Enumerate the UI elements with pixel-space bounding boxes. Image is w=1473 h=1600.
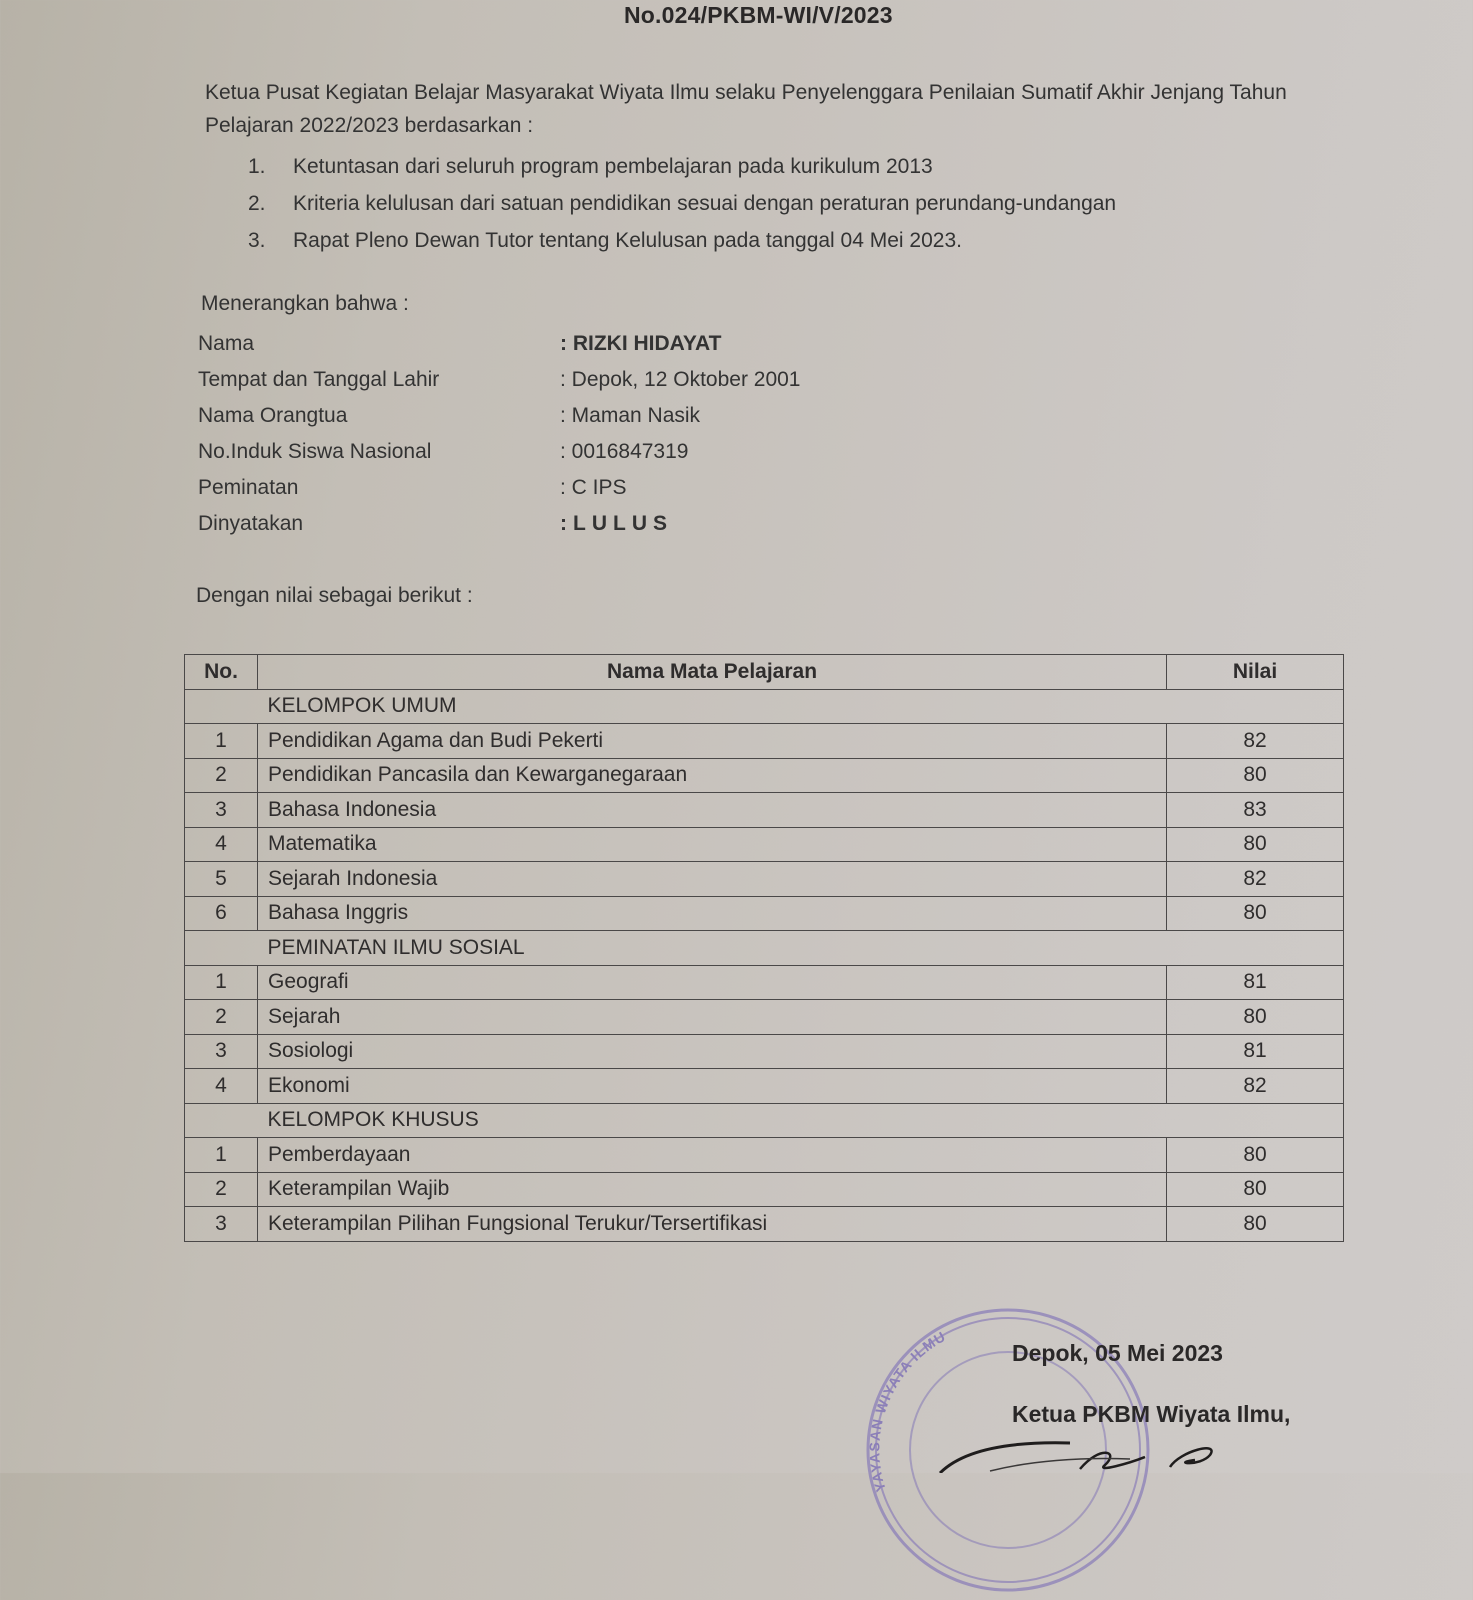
subject-name: Keterampilan Pilihan Fungsional Terukur/Tersertifikasi	[258, 1207, 1167, 1242]
basis-number: 2.	[248, 192, 266, 215]
subject-name: Pemberdayaan	[258, 1138, 1167, 1173]
grades-body	[185, 689, 1344, 1241]
basis-text: Ketuntasan dari seluruh program pembelajaran pada kurikulum 2013	[293, 155, 933, 178]
major: : C IPS	[560, 476, 627, 499]
score-value: 83	[1167, 793, 1344, 828]
info-label: Peminatan	[198, 476, 299, 499]
subject-name: Sejarah Indonesia	[258, 862, 1167, 897]
table-row	[185, 896, 1344, 931]
student-name: : RIZKI HIDAYAT	[560, 332, 722, 355]
intro-paragraph: Ketua Pusat Kegiatan Belajar Masyarakat Wiyata Ilmu selaku Penyelenggara Penilaian Sumatif Akhir Jenjang Tahun Pelajaran 2022/2023 berdasarkan :	[205, 81, 1287, 137]
graduation-status: :LULUS	[560, 512, 673, 535]
row-number: 1	[185, 965, 258, 1000]
table-row	[185, 1000, 1344, 1035]
info-label: No.Induk Siswa Nasional	[198, 440, 432, 463]
subject-name: Bahasa Indonesia	[258, 793, 1167, 828]
score-value: 81	[1167, 1034, 1344, 1069]
row-number: 3	[185, 1207, 258, 1242]
score-value: 80	[1167, 1172, 1344, 1207]
info-row-major	[198, 470, 801, 506]
group-no-cell	[185, 689, 258, 724]
table-row	[185, 1207, 1344, 1242]
score-value: 80	[1167, 758, 1344, 793]
group-title: KELOMPOK UMUM	[258, 689, 1344, 724]
subject-name: Sejarah	[258, 1000, 1167, 1035]
row-number: 1	[185, 724, 258, 759]
table-row	[185, 965, 1344, 1000]
table-row	[185, 758, 1344, 793]
header-subject: Nama Mata Pelajaran	[258, 655, 1167, 690]
subject-name: Pendidikan Agama dan Budi Pekerti	[258, 724, 1167, 759]
table-row	[185, 793, 1344, 828]
score-value: 82	[1167, 1069, 1344, 1104]
document-number: No.024/PKBM-WI/V/2023	[624, 2, 893, 28]
basis-number: 3.	[248, 229, 266, 252]
table-row	[185, 862, 1344, 897]
parent-name: : Maman Nasik	[560, 404, 701, 427]
table-row	[185, 827, 1344, 862]
subject-name: Sosiologi	[258, 1034, 1167, 1069]
student-nisn: : 0016847319	[560, 440, 689, 463]
info-label: Dinyatakan	[198, 512, 304, 535]
table-row	[185, 1034, 1344, 1069]
info-row-name	[198, 326, 801, 362]
row-number: 4	[185, 827, 258, 862]
birth-place-date: : Depok, 12 Oktober 2001	[560, 368, 801, 391]
subject-name: Keterampilan Wajib	[258, 1172, 1167, 1207]
group-title: KELOMPOK KHUSUS	[258, 1103, 1344, 1138]
score-value: 80	[1167, 1138, 1344, 1173]
scores-label: Dengan nilai sebagai berikut :	[196, 584, 473, 607]
table-row	[185, 1069, 1344, 1104]
row-number: 3	[185, 793, 258, 828]
handwritten-signature	[930, 1435, 1250, 1473]
basis-text: Rapat Pleno Dewan Tutor tentang Kelulusan pada tanggal 04 Mei 2023.	[293, 229, 962, 252]
row-number: 2	[185, 1172, 258, 1207]
subject-name: Matematika	[258, 827, 1167, 862]
basis-text: Kriteria kelulusan dari satuan pendidikan sesuai dengan peraturan perundang-undangan	[293, 192, 1117, 215]
row-number: 2	[185, 758, 258, 793]
table-row	[185, 724, 1344, 759]
sign-role: Ketua PKBM Wiyata Ilmu,	[1012, 1401, 1291, 1427]
grades-table	[184, 654, 1344, 1242]
row-number: 1	[185, 1138, 258, 1173]
score-value: 80	[1167, 1207, 1344, 1242]
explain-label: Menerangkan bahwa :	[201, 292, 409, 315]
student-info	[198, 326, 801, 542]
group-no-cell	[185, 931, 258, 966]
subject-name: Bahasa Inggris	[258, 896, 1167, 931]
basis-item	[248, 185, 1116, 222]
score-value: 80	[1167, 896, 1344, 931]
info-row-birth	[198, 362, 801, 398]
basis-number: 1.	[248, 155, 266, 178]
score-value: 80	[1167, 1000, 1344, 1035]
table-header-row	[185, 655, 1344, 690]
basis-item	[248, 148, 1116, 185]
info-label: Tempat dan Tanggal Lahir	[198, 368, 440, 391]
row-number: 5	[185, 862, 258, 897]
table-row	[185, 1172, 1344, 1207]
group-header-row	[185, 1103, 1344, 1138]
sign-place-date: Depok, 05 Mei 2023	[1012, 1340, 1223, 1366]
row-number: 6	[185, 896, 258, 931]
score-value: 81	[1167, 965, 1344, 1000]
basis-list	[248, 148, 1116, 259]
score-value: 82	[1167, 724, 1344, 759]
header-score: Nilai	[1167, 655, 1344, 690]
group-header-row	[185, 931, 1344, 966]
table-row	[185, 1138, 1344, 1173]
header-no: No.	[185, 655, 258, 690]
info-label: Nama Orangtua	[198, 404, 348, 427]
score-value: 82	[1167, 862, 1344, 897]
group-no-cell	[185, 1103, 258, 1138]
basis-item	[248, 222, 1116, 259]
stamp-text: YAYASAN WIYATA ILMU	[866, 1327, 949, 1494]
score-value: 80	[1167, 827, 1344, 862]
subject-name: Pendidikan Pancasila dan Kewarganegaraan	[258, 758, 1167, 793]
subject-name: Geografi	[258, 965, 1167, 1000]
info-label: Nama	[198, 332, 255, 355]
row-number: 4	[185, 1069, 258, 1104]
row-number: 2	[185, 1000, 258, 1035]
info-row-parent	[198, 398, 801, 434]
info-row-nisn	[198, 434, 801, 470]
group-header-row	[185, 689, 1344, 724]
info-row-status	[198, 506, 801, 542]
group-title: PEMINATAN ILMU SOSIAL	[258, 931, 1344, 966]
subject-name: Ekonomi	[258, 1069, 1167, 1104]
row-number: 3	[185, 1034, 258, 1069]
